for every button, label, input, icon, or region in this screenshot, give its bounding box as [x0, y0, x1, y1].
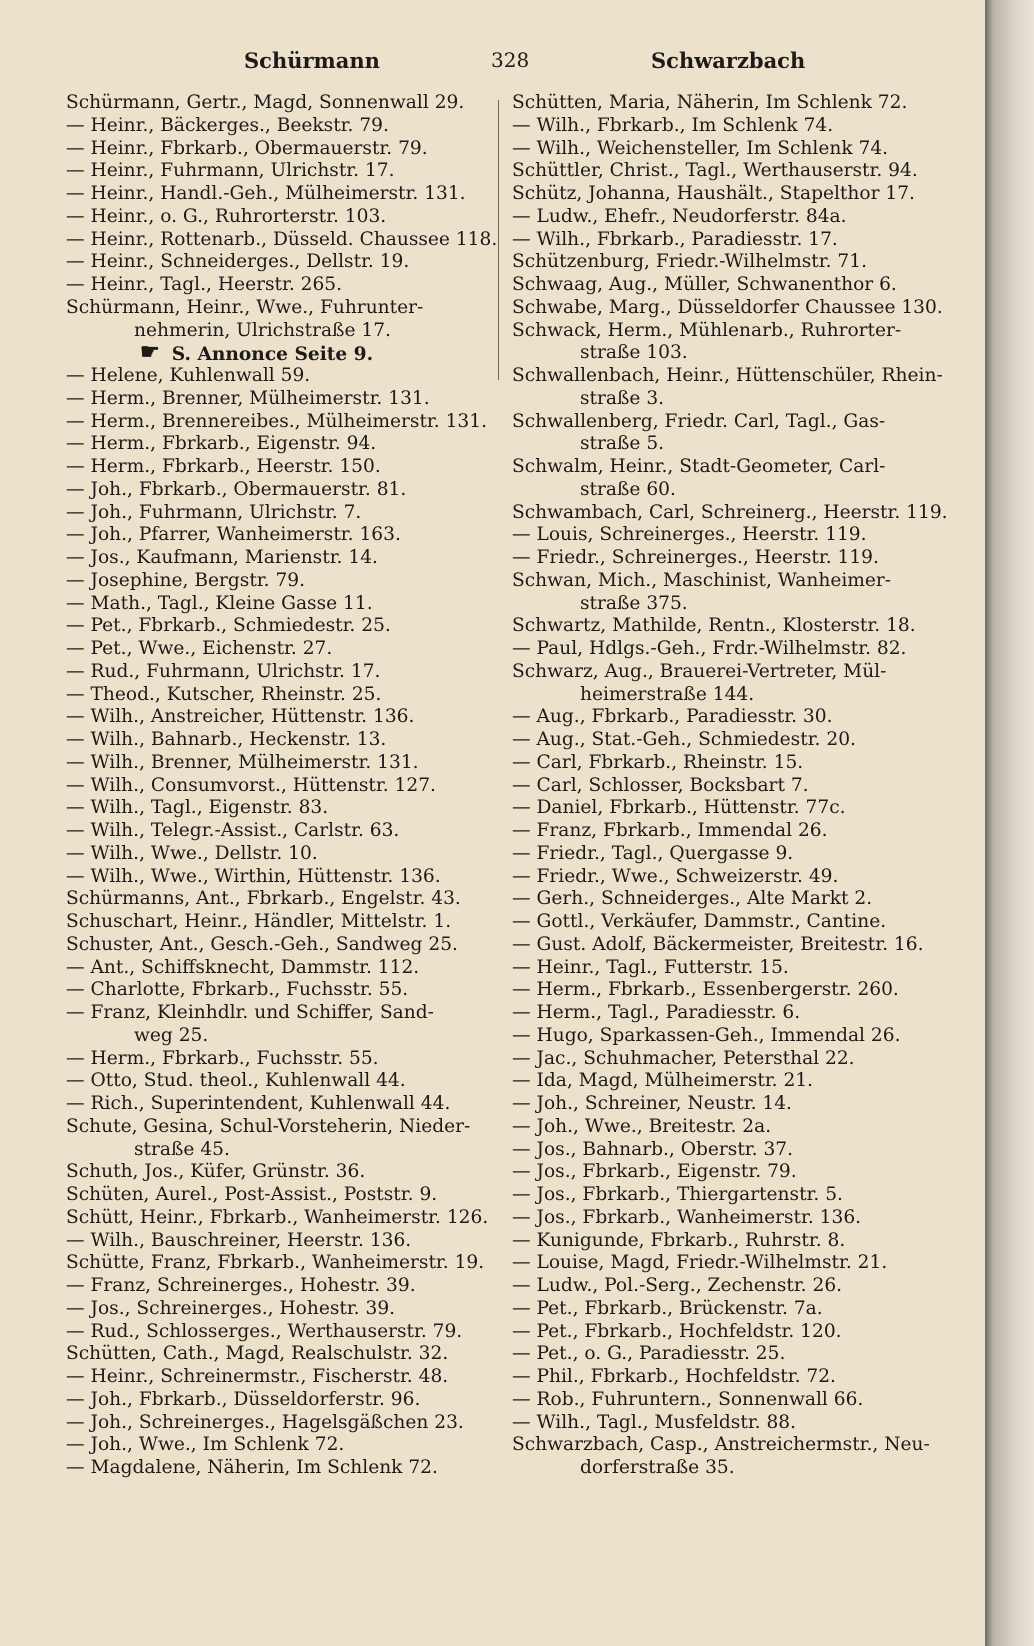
- list-item: Schüten, Aurel., Post-Assist., Poststr. 9.: [66, 1184, 438, 1205]
- list-item: Schütte, Franz, Fbrkarb., Wanheimerstr. 19.: [66, 1252, 485, 1274]
- book-page-edge: [985, 0, 1034, 1646]
- list-item: — Franz, Fbrkarb., Immendal 26.: [512, 820, 828, 841]
- list-item: — Wilh., Weichensteller, Im Schlenk 74.: [512, 137, 889, 159]
- list-item: Schüttler, Christ., Tagl., Werthauserstr. 94.: [512, 160, 918, 182]
- list-item: — Gust. Adolf, Bäckermeister, Breitestr. 16.: [512, 933, 924, 955]
- list-item: Schuth, Jos., Küfer, Grünstr. 36.: [66, 1161, 366, 1183]
- left-column: [66, 92, 498, 1480]
- list-item: — Heinr., Tagl., Heerstr. 265.: [66, 274, 343, 295]
- list-item: — Ludw., Pol.-Serg., Zechenstr. 26.: [512, 1275, 843, 1296]
- list-item: Schürmann, Heinr., Wwe., Fuhrunter-: [66, 296, 424, 318]
- page-header: [0, 44, 985, 80]
- list-item: — Magdalene, Näherin, Im Schlenk 72.: [66, 1457, 438, 1478]
- list-item: Schuschart, Heinr., Händler, Mittelstr. 1.: [66, 911, 452, 932]
- list-item: — Wilh., Anstreicher, Hüttenstr. 136.: [66, 706, 415, 728]
- list-item: — Heinr., Schreinermstr., Fischerstr. 48.: [66, 1366, 449, 1387]
- list-item: — Jos., Kaufmann, Marienstr. 14.: [66, 547, 378, 568]
- list-item: Schwambach, Carl, Schreinerg., Heerstr. 119.: [512, 501, 948, 523]
- list-item: — Joh., Fbrkarb., Obermauerstr. 81.: [66, 478, 407, 500]
- list-item: — Rud., Schlosserges., Werthauserstr. 79.: [66, 1320, 463, 1342]
- list-item-continuation: straße 60.: [580, 478, 676, 500]
- list-item: — Helene, Kuhlenwall 59.: [66, 365, 311, 386]
- list-item: — Friedr., Tagl., Quergasse 9.: [512, 842, 794, 864]
- list-item: — Herm., Fbrkarb., Essenbergerstr. 260.: [512, 979, 899, 1001]
- list-item: — Wilh., Bahnarb., Heckenstr. 13.: [66, 729, 387, 750]
- list-item: — Wilh., Tagl., Musfeldstr. 88.: [512, 1411, 797, 1433]
- list-item: — Math., Tagl., Kleine Gasse 11.: [66, 592, 373, 614]
- list-item: — Louis, Schreinerges., Heerstr. 119.: [512, 524, 867, 546]
- list-item: — Wilh., Telegr.-Assist., Carlstr. 63.: [66, 820, 400, 841]
- list-item: — Wilh., Brenner, Mülheimerstr. 131.: [66, 751, 419, 773]
- list-item: Schütt, Heinr., Fbrkarb., Wanheimerstr. 126.: [66, 1206, 489, 1228]
- list-item: — Joh., Wwe., Breitestr. 2a.: [512, 1115, 772, 1137]
- list-item: — Joh., Fbrkarb., Düsseldorferstr. 96.: [66, 1388, 421, 1410]
- list-item-continuation: straße 3.: [580, 387, 665, 409]
- list-item: — Friedr., Schreinerges., Heerstr. 119.: [512, 547, 879, 568]
- list-item: — Herm., Brenner, Mülheimerstr. 131.: [66, 387, 430, 409]
- list-item: — Pet., Fbrkarb., Hochfeldstr. 120.: [512, 1320, 842, 1342]
- list-item: — Joh., Wwe., Im Schlenk 72.: [66, 1434, 345, 1456]
- list-item: — Wilh., Wwe., Wirthin, Hüttenstr. 136.: [66, 865, 441, 887]
- list-item: Schuster, Ant., Gesch.-Geh., Sandweg 25.: [66, 933, 458, 955]
- list-item: — Wilh., Wwe., Dellstr. 10.: [66, 842, 318, 864]
- list-item: Schwack, Herm., Mühlenarb., Ruhrorter-: [512, 319, 902, 341]
- list-item: — Jos., Fbrkarb., Eigenstr. 79.: [512, 1161, 797, 1183]
- list-item: Schwartz, Mathilde, Rentn., Klosterstr. 18.: [512, 615, 916, 637]
- list-item: — Joh., Fuhrmann, Ulrichstr. 7.: [66, 501, 362, 523]
- list-item: — Wilh., Bauschreiner, Heerstr. 136.: [66, 1229, 412, 1251]
- list-item: — Otto, Stud. theol., Kuhlenwall 44.: [66, 1070, 406, 1092]
- list-item: Schürmanns, Ant., Fbrkarb., Engelstr. 43.: [66, 888, 461, 910]
- list-item: — Heinr., Fuhrmann, Ulrichstr. 17.: [66, 160, 395, 182]
- list-item: Schütten, Maria, Näherin, Im Schlenk 72.: [512, 92, 908, 113]
- list-item: Schütz, Johanna, Haushält., Stapelthor 17.: [512, 183, 915, 204]
- list-item: Schwarz, Aug., Brauerei-Vertreter, Mül-: [512, 660, 887, 682]
- list-item: — Hugo, Sparkassen-Geh., Immendal 26.: [512, 1024, 901, 1046]
- list-item: Schütten, Cath., Magd, Realschulstr. 32.: [66, 1343, 449, 1365]
- list-item: — Heinr., Rottenarb., Düsseld. Chaussee 118.: [66, 228, 498, 250]
- list-item: — Carl, Schlosser, Bocksbart 7.: [512, 774, 809, 796]
- list-item: — Heinr., Schneiderges., Dellstr. 19.: [66, 251, 410, 273]
- list-item: — Pet., Fbrkarb., Brückenstr. 7a.: [512, 1297, 823, 1319]
- list-item: Schwarzbach, Casp., Anstreichermstr., Neu-: [512, 1434, 930, 1456]
- list-item: Schwalm, Heinr., Stadt-Geometer, Carl-: [512, 456, 886, 477]
- list-item-continuation: heimerstraße 144.: [580, 683, 755, 705]
- list-item: — Jos., Schreinerges., Hohestr. 39.: [66, 1297, 396, 1319]
- list-item: — Franz, Schreinerges., Hohestr. 39.: [66, 1275, 416, 1296]
- list-item: Schute, Gesina, Schul-Vorsteherin, Nieder-: [66, 1115, 471, 1137]
- list-item: — Jos., Fbrkarb., Thiergartenstr. 5.: [512, 1184, 843, 1205]
- list-item: — Daniel, Fbrkarb., Hüttenstr. 77c.: [512, 797, 846, 819]
- list-item: — Rud., Fuhrmann, Ulrichstr. 17.: [66, 660, 381, 682]
- list-item: — Pet., Wwe., Eichenstr. 27.: [66, 638, 333, 659]
- list-item: — Joh., Schreinerges., Hagelsgäßchen 23.: [66, 1411, 464, 1433]
- list-item: Schwan, Mich., Maschinist, Wanheimer-: [512, 569, 892, 591]
- list-item: — Jos., Bahnarb., Oberstr. 37.: [512, 1138, 794, 1160]
- list-item: — Heinr., Handl.-Geh., Mülheimerstr. 131.: [66, 183, 466, 204]
- list-item: — Heinr., Tagl., Futterstr. 15.: [512, 956, 789, 978]
- list-item: — Friedr., Wwe., Schweizerstr. 49.: [512, 865, 839, 887]
- list-item: — Josephine, Bergstr. 79.: [66, 569, 306, 591]
- list-item: — Theod., Kutscher, Rheinstr. 25.: [66, 683, 382, 705]
- list-item: — Herm., Tagl., Paradiesstr. 6.: [512, 1002, 801, 1023]
- list-item-continuation: straße 375.: [580, 592, 688, 614]
- list-item: — Jac., Schuhmacher, Petersthal 22.: [512, 1047, 855, 1069]
- list-item: — Ludw., Ehefr., Neudorferstr. 84a.: [512, 205, 847, 227]
- list-item: — Aug., Fbrkarb., Paradiesstr. 30.: [512, 706, 833, 728]
- list-item: — Louise, Magd, Friedr.-Wilhelmstr. 21.: [512, 1252, 888, 1274]
- list-item: — Rich., Superintendent, Kuhlenwall 44.: [66, 1093, 451, 1114]
- list-item: — Paul, Hdlgs.-Geh., Frdr.-Wilhelmstr. 82.: [512, 638, 907, 659]
- list-item: — Gottl., Verkäufer, Dammstr., Cantine.: [512, 911, 887, 932]
- list-item-continuation: straße 103.: [580, 342, 688, 364]
- list-item-continuation: nehmerin, Ulrichstraße 17.: [134, 319, 391, 341]
- list-item: — Wilh., Fbrkarb., Im Schlenk 74.: [512, 114, 834, 136]
- list-item: — Ant., Schiffsknecht, Dammstr. 112.: [66, 956, 420, 978]
- list-item: — Gerh., Schneiderges., Alte Markt 2.: [512, 888, 873, 910]
- right-column: [512, 92, 948, 1480]
- list-item: — Kunigunde, Fbrkarb., Ruhrstr. 8.: [512, 1229, 846, 1251]
- list-item: — Wilh., Consumvorst., Hüttenstr. 127.: [66, 774, 436, 796]
- list-item-continuation: straße 5.: [580, 433, 665, 455]
- list-item: — Joh., Pfarrer, Wanheimerstr. 163.: [66, 524, 401, 546]
- list-item: — Herm., Fbrkarb., Eigenstr. 94.: [66, 433, 377, 455]
- list-item: Schwabe, Marg., Düsseldorfer Chaussee 130.: [512, 296, 943, 318]
- list-item: Schürmann, Gertr., Magd, Sonnenwall 29.: [66, 92, 465, 113]
- list-item: — Phil., Fbrkarb., Hochfeldstr. 72.: [512, 1366, 836, 1387]
- list-item: — Carl, Fbrkarb., Rheinstr. 15.: [512, 751, 804, 773]
- list-item: — Pet., o. G., Paradiesstr. 25.: [512, 1343, 786, 1365]
- list-item: — Ida, Magd, Mülheimerstr. 21.: [512, 1070, 814, 1092]
- list-item: Schützenburg, Friedr.-Wilhelmstr. 71.: [512, 251, 867, 273]
- pointing-hand-icon: ☛: [140, 339, 160, 366]
- list-item: — Herm., Brennereibes., Mülheimerstr. 131.: [66, 410, 487, 432]
- list-item: — Wilh., Fbrkarb., Paradiesstr. 17.: [512, 228, 838, 250]
- list-item: — Herm., Fbrkarb., Fuchsstr. 55.: [66, 1047, 379, 1069]
- list-item: — Pet., Fbrkarb., Schmiedestr. 25.: [66, 615, 391, 637]
- list-item: — Jos., Fbrkarb., Wanheimerstr. 136.: [512, 1206, 862, 1228]
- list-item: — Heinr., Bäckerges., Beekstr. 79.: [66, 114, 389, 136]
- list-item: — Wilh., Tagl., Eigenstr. 83.: [66, 797, 329, 819]
- page-number: 328: [491, 48, 530, 72]
- list-item: — Charlotte, Fbrkarb., Fuchsstr. 55.: [66, 979, 409, 1001]
- list-item: Schwallenbach, Heinr., Hüttenschüler, Rhein-: [512, 365, 943, 386]
- annonce-reference: [66, 339, 494, 366]
- list-item: — Franz, Kleinhdlr. und Schiffer, Sand-: [66, 1002, 434, 1023]
- list-item: Schwallenberg, Friedr. Carl, Tagl., Gas-: [512, 410, 886, 432]
- list-item: — Aug., Stat.-Geh., Schmiedestr. 20.: [512, 729, 856, 750]
- list-item: — Heinr., o. G., Ruhrorterstr. 103.: [66, 205, 387, 227]
- column-divider: [498, 100, 499, 380]
- list-item-continuation: weg 25.: [134, 1024, 209, 1046]
- list-item: — Rob., Fuhruntern., Sonnenwall 66.: [512, 1388, 864, 1410]
- list-item: — Joh., Schreiner, Neustr. 14.: [512, 1093, 792, 1114]
- list-item-continuation: straße 45.: [134, 1138, 230, 1160]
- list-item: — Herm., Fbrkarb., Heerstr. 150.: [66, 456, 381, 477]
- list-item-continuation: dorferstraße 35.: [580, 1457, 735, 1478]
- annonce-text: S. Annonce Seite 9.: [171, 344, 374, 366]
- list-item: — Heinr., Fbrkarb., Obermauerstr. 79.: [66, 137, 428, 159]
- list-item: Schwaag, Aug., Müller, Schwanenthor 6.: [512, 274, 897, 295]
- header-right-keyword: Schwarzbach: [651, 48, 806, 73]
- header-left-keyword: Schürmann: [244, 48, 380, 73]
